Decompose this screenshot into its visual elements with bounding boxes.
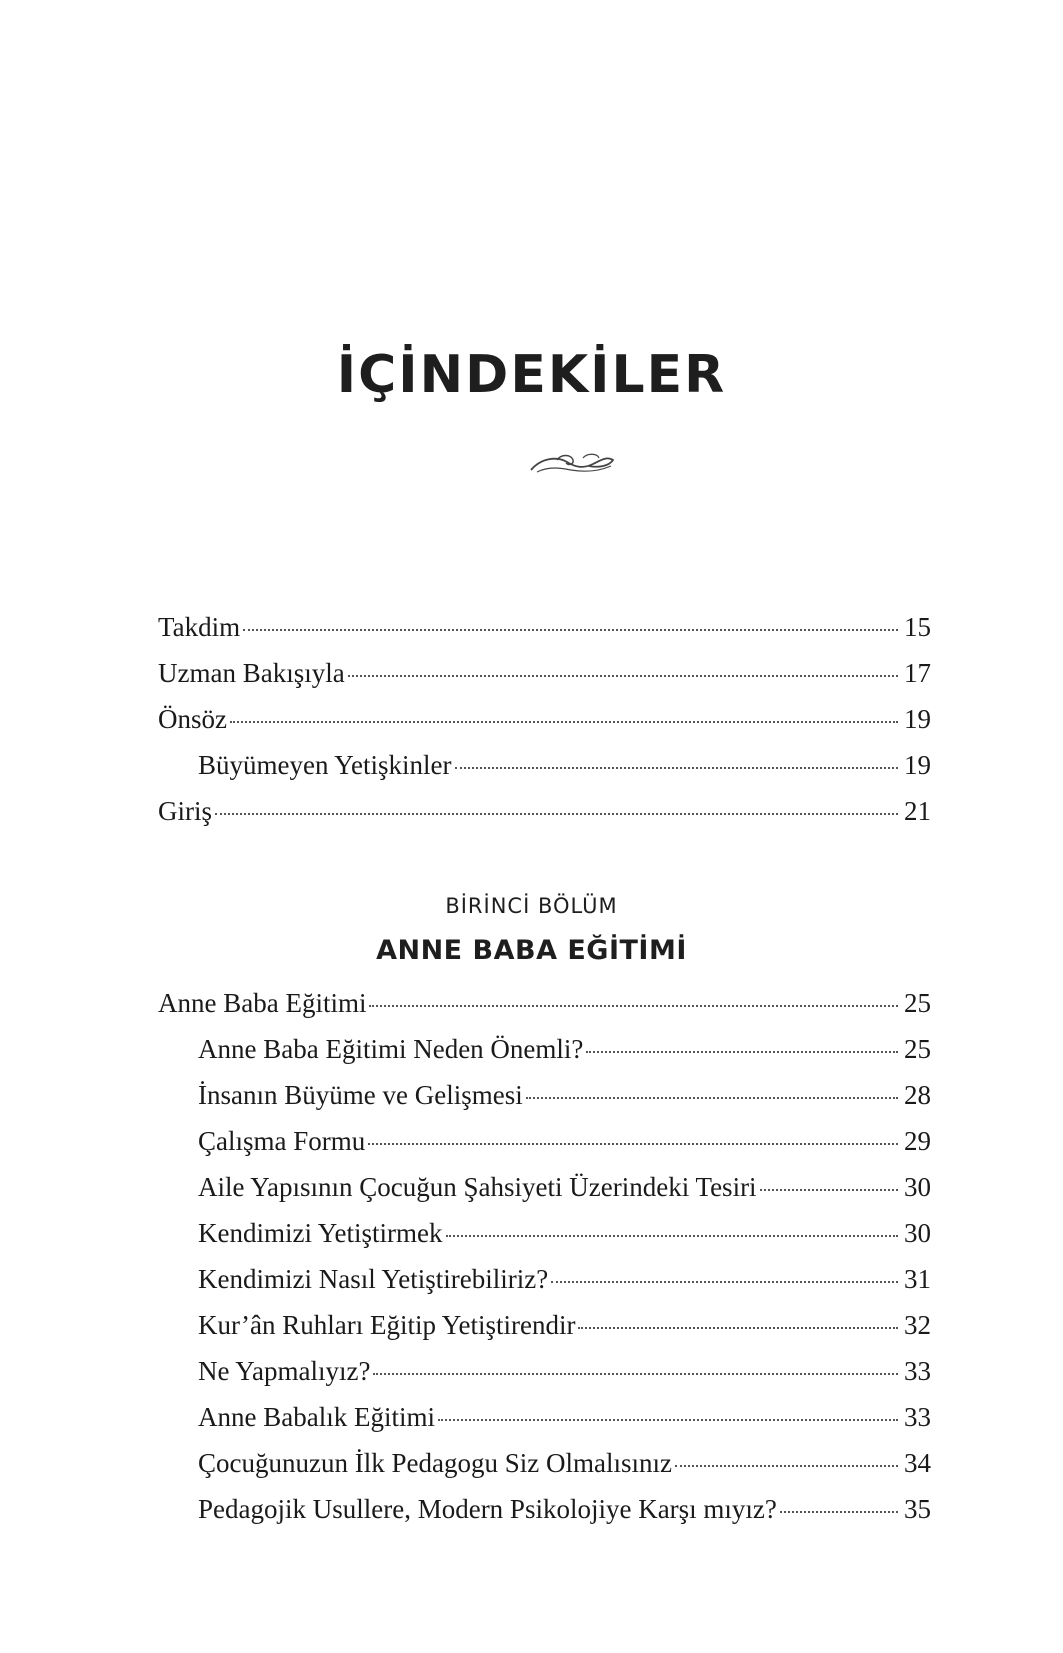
dot-leader: [373, 1373, 898, 1375]
chapter-label: BİRİNCİ BÖLÜM: [445, 894, 618, 918]
toc-page-number: 35: [904, 1494, 931, 1524]
dot-leader: [230, 721, 898, 723]
toc-front-matter: [158, 612, 931, 842]
toc-entry-label: Büyümeyen Yetişkinler: [198, 750, 452, 780]
toc-entry-label: Pedagojik Usullere, Modern Psikolojiye Karşı mıyız?: [198, 1494, 777, 1524]
dot-leader: [243, 629, 898, 631]
toc-entry: [158, 1218, 931, 1264]
dot-leader: [369, 1005, 898, 1007]
toc-entry: [158, 750, 931, 796]
toc-entry-label: İnsanın Büyüme ve Gelişmesi: [198, 1080, 523, 1110]
dot-leader: [760, 1189, 898, 1191]
toc-page-number: 30: [904, 1172, 931, 1202]
toc-entry: [158, 612, 931, 658]
toc-entry-label: Giriş: [158, 796, 212, 826]
toc-entry-label: Çalışma Formu: [198, 1126, 366, 1156]
toc-page-number: 30: [904, 1218, 931, 1248]
toc-page-number: 31: [904, 1264, 931, 1294]
toc-page-number: 25: [904, 988, 931, 1018]
toc-chapter-entries: [158, 988, 931, 1540]
toc-page-number: 19: [904, 750, 931, 780]
toc-page-number: 28: [904, 1080, 931, 1110]
toc-entry: [158, 988, 931, 1034]
dot-leader: [526, 1097, 898, 1099]
toc-page-number: 34: [904, 1448, 931, 1478]
toc-entry: [158, 1172, 931, 1218]
toc-entry-label: Anne Baba Eğitimi Neden Önemli?: [198, 1034, 584, 1064]
toc-entry-label: Kur’ân Ruhları Eğitip Yetiştirendir: [198, 1310, 576, 1340]
dot-leader: [215, 813, 898, 815]
toc-entry: [158, 1080, 931, 1126]
toc-page-number: 15: [904, 612, 931, 642]
toc-page-number: 32: [904, 1310, 931, 1340]
dot-leader: [348, 675, 898, 677]
dot-leader: [586, 1051, 898, 1053]
toc-entry: [158, 704, 931, 750]
toc-entry: [158, 658, 931, 704]
toc-entry-label: Kendimizi Yetiştirmek: [198, 1218, 443, 1248]
toc-entry: [158, 1448, 931, 1494]
toc-page-number: 29: [904, 1126, 931, 1156]
toc-page-number: 33: [904, 1402, 931, 1432]
flourish-ornament-icon: [527, 448, 617, 478]
toc-entry-label: Anne Babalık Eğitimi: [198, 1402, 435, 1432]
chapter-title: ANNE BABA EĞİTİMİ: [376, 935, 687, 966]
dot-leader: [368, 1143, 898, 1145]
toc-entry-label: Önsöz: [158, 704, 227, 734]
toc-entry: [158, 1126, 931, 1172]
toc-entry-label: Kendimizi Nasıl Yetiştirebiliriz?: [198, 1264, 549, 1294]
toc-page-number: 25: [904, 1034, 931, 1064]
toc-page-number: 17: [904, 658, 931, 688]
toc-entry-label: Uzman Bakışıyla: [158, 658, 345, 688]
dot-leader: [438, 1419, 898, 1421]
page-title: İÇİNDEKİLER: [336, 345, 727, 405]
dot-leader: [551, 1281, 898, 1283]
toc-entry-label: Çocuğunuzun İlk Pedagogu Siz Olmalısınız: [198, 1448, 672, 1478]
toc-entry: [158, 1310, 931, 1356]
dot-leader: [455, 767, 899, 769]
dot-leader: [675, 1465, 898, 1467]
toc-entry-label: Anne Baba Eğitimi: [158, 988, 367, 1018]
toc-entry-label: Takdim: [158, 612, 241, 642]
dot-leader: [578, 1327, 898, 1329]
toc-entry: [158, 1034, 931, 1080]
dot-leader: [446, 1235, 899, 1237]
toc-entry-label: Aile Yapısının Çocuğun Şahsiyeti Üzerindeki Tesiri: [198, 1172, 757, 1202]
dot-leader: [780, 1511, 898, 1513]
toc-entry: [158, 796, 931, 842]
toc-entry: [158, 1264, 931, 1310]
toc-entry: [158, 1402, 931, 1448]
toc-page-number: 19: [904, 704, 931, 734]
toc-entry-label: Ne Yapmalıyız?: [198, 1356, 371, 1386]
toc-page-number: 21: [904, 796, 931, 826]
toc-page-number: 33: [904, 1356, 931, 1386]
toc-entry: [158, 1356, 931, 1402]
toc-entry: [158, 1494, 931, 1540]
